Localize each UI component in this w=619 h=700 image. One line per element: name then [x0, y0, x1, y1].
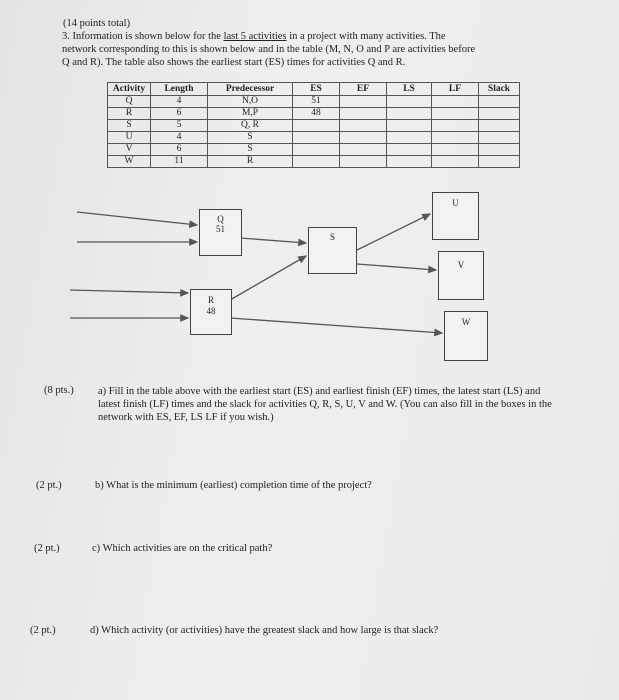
node-s-label: S	[329, 232, 335, 242]
node-u-label: U	[452, 198, 459, 208]
cell: 48	[293, 108, 340, 120]
question-b-points: (2 pt.)	[36, 480, 62, 491]
node-w-label: W	[461, 317, 471, 327]
problem-intro-line2: network corresponding to this is shown below and in the table (M, N, O and P are activities before	[62, 44, 476, 55]
node-w	[444, 311, 488, 361]
question-d-points: (2 pt.)	[30, 625, 56, 636]
cell: U	[108, 132, 151, 144]
cell: N,O	[208, 96, 293, 108]
col-slack: Slack	[479, 83, 520, 96]
cell: S	[208, 144, 293, 156]
col-activity: Activity	[108, 83, 151, 96]
cell: 6	[151, 144, 208, 156]
col-length: Length	[151, 83, 208, 96]
cell: S	[208, 132, 293, 144]
cell: Q, R	[208, 120, 293, 132]
question-a-points: (8 pts.)	[44, 385, 74, 396]
cell: S	[108, 120, 151, 132]
cell: Q	[108, 96, 151, 108]
question-b-text: b) What is the minimum (earliest) completion time of the project?	[95, 480, 372, 491]
question-d-text: d) Which activity (or activities) have the greatest slack and how large is that slack?	[90, 625, 439, 636]
node-u	[432, 192, 479, 240]
cell: 6	[151, 108, 208, 120]
question-c-points: (2 pt.)	[34, 543, 60, 554]
question-c-text: c) Which activities are on the critical path?	[92, 543, 273, 554]
col-ef: EF	[340, 83, 387, 96]
cell: 4	[151, 96, 208, 108]
problem-intro-line1: 3. Information is shown below for the last 5 activities in a project with many activities. The	[62, 31, 446, 42]
node-r-es: 48	[206, 306, 216, 316]
node-r	[190, 289, 232, 335]
cell: W	[108, 156, 151, 168]
node-v	[438, 251, 484, 300]
cell: M,P	[208, 108, 293, 120]
node-q	[199, 209, 242, 256]
arrow-s-to-v	[357, 264, 436, 270]
arrow-into-q-1	[77, 212, 197, 225]
problem-intro-line3: Q and R). The table also shows the earliest start (ES) times for activities Q and R.	[62, 57, 406, 68]
col-lf: LF	[432, 83, 479, 96]
node-q-label: Q	[217, 214, 224, 224]
node-q-es: 51	[216, 224, 225, 234]
node-v-label: V	[457, 260, 465, 270]
cell: 5	[151, 120, 208, 132]
cell: R	[108, 108, 151, 120]
node-r-label: R	[207, 295, 214, 305]
underlined-phrase: last 5 activities	[223, 31, 287, 42]
cell: 4	[151, 132, 208, 144]
arrow-s-to-u	[357, 214, 430, 250]
col-ls: LS	[387, 83, 432, 96]
node-s	[308, 227, 357, 274]
arrow-r-to-s	[230, 256, 306, 300]
col-es: ES	[293, 83, 340, 96]
arrow-r-to-w	[230, 318, 442, 333]
question-a-text: a) Fill in the table above with the earliest start (ES) and earliest finish (EF) times, the latest start (LS) and latest finish (LF) times and the slack for activities Q, R, S, U, V and W. (You can also fill in the boxes in the network with ES, EF, LS LF if you wish.)	[98, 386, 552, 423]
cell: R	[208, 156, 293, 168]
cell: V	[108, 144, 151, 156]
cell: 11	[151, 156, 208, 168]
points-total: (14 points total)	[63, 18, 131, 29]
arrow-q-to-s	[240, 238, 306, 243]
col-predecessor: Predecessor	[208, 83, 293, 96]
cell: 51	[293, 96, 340, 108]
arrow-into-r-1	[70, 290, 188, 293]
